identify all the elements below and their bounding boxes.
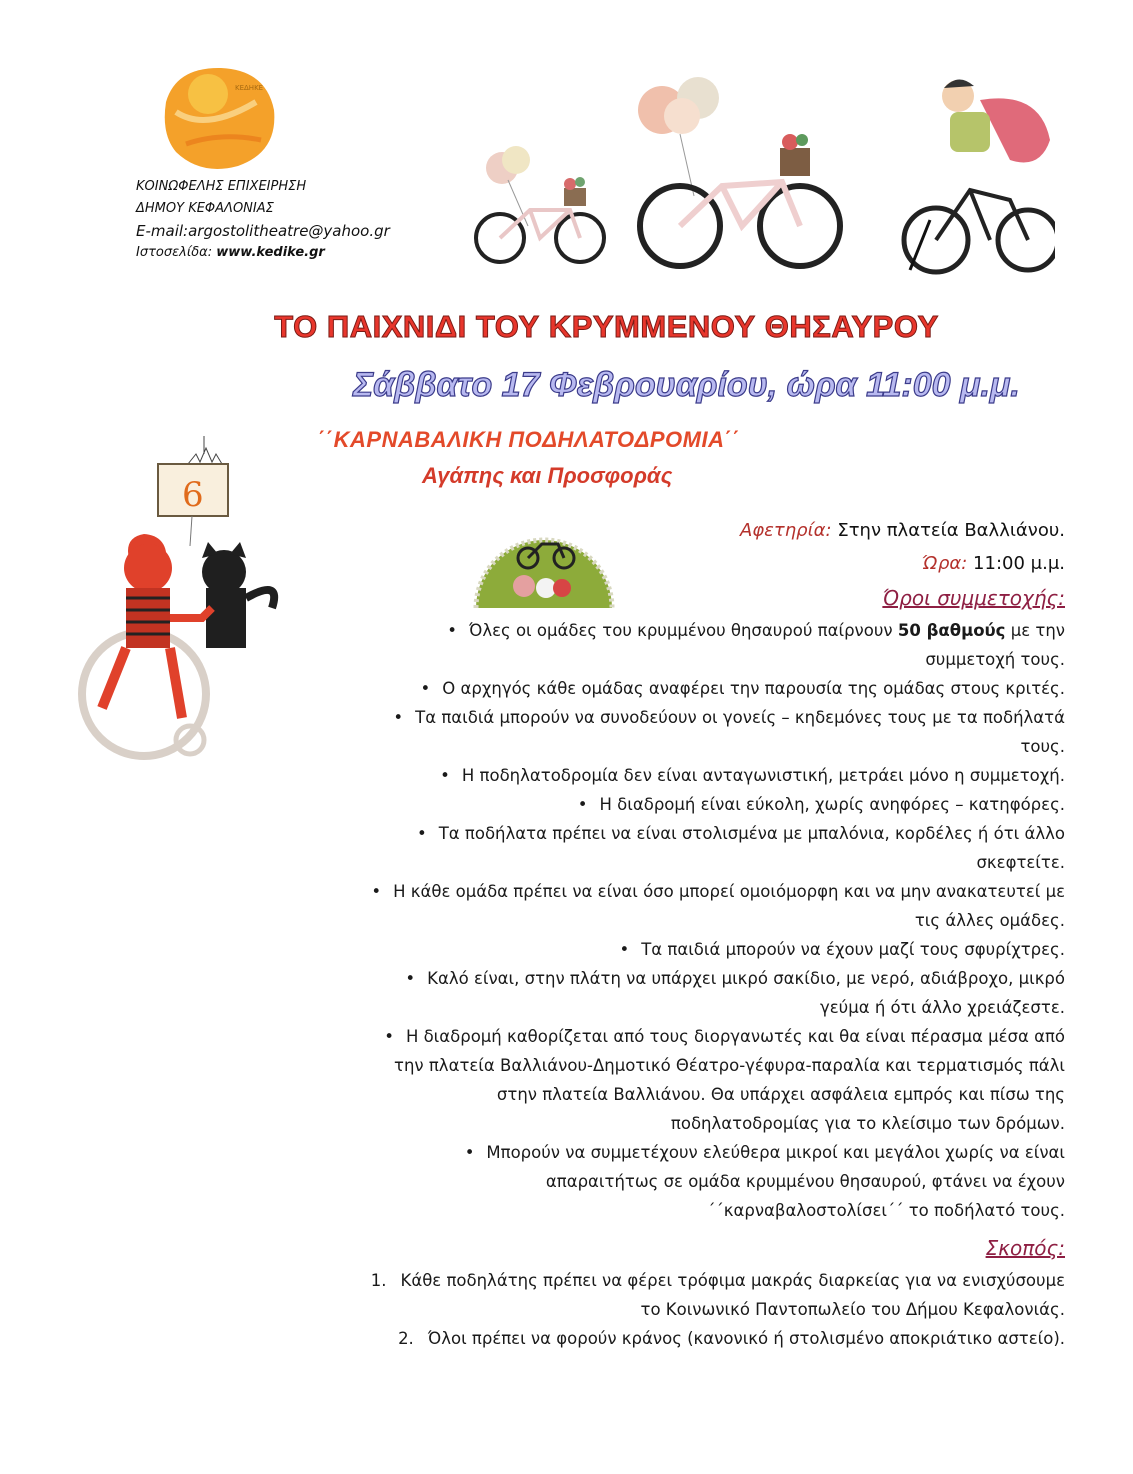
list-item: • Τα παιδιά μπορούν να συνοδεύουν οι γονείς – κηδεμόνες τους με τα ποδήλατά τους.: [393, 708, 1065, 756]
website-link[interactable]: www.kedike.gr: [216, 245, 325, 260]
start-time: [922, 553, 1065, 574]
bicycle-badge-illustration: [466, 496, 622, 614]
event-date-time: Σάββατο 17 Φεβρουαρίου, ώρα 11:00 μ.μ.: [353, 366, 1020, 404]
list-item: • Καλό είναι, στην πλάτη να υπάρχει μικρό σακίδιο, με νερό, αδιάβροχο, μικρό γεύμα ή ότι άλλο χρειάζεστε.: [405, 969, 1065, 1017]
time-value: 11:00 μ.μ.: [973, 553, 1065, 574]
superhero-cyclist-illustration: [900, 70, 1055, 280]
list-item: • Όλες οι ομάδες του κρυμμένου θησαυρού παίρνουν 50 βαθμούς με την συμμετοχή τους.: [447, 621, 1065, 669]
time-label: Ώρα:: [921, 553, 968, 574]
calendar-number: 6: [182, 475, 204, 515]
start-label: Αφετηρία:: [739, 520, 832, 541]
list-item: • Η διαδρομή είναι εύκολη, χωρίς ανηφόρες – κατηφόρες.: [577, 795, 1065, 814]
organization-logo: [146, 62, 306, 172]
list-item: • Μπορούν να συμμετέχουν ελεύθερα μικροί και μεγάλοι χωρίς να είναι απαραιτήτως σε ομάδα κρυμμένου θησαυρού, φτάνει να έχουν ΄΄καρναβαλοστολίσει΄΄ το ποδήλατό τους.: [464, 1143, 1065, 1220]
start-location: [740, 520, 1065, 541]
list-item: • Ο αρχηγός κάθε ομάδας αναφέρει την παρουσία της ομάδας στους κριτές.: [420, 679, 1065, 698]
purpose-item: 1. Κάθε ποδηλάτης πρέπει να φέρει τρόφιμα μακράς διαρκείας για να ενισχύσουμε το Κοινωνικό Παντοπωλείο του Δήμου Κεφαλονιάς.: [370, 1271, 1065, 1319]
small-bicycle-illustration: [470, 130, 620, 280]
terms-heading: Όροι συμμετοχής:: [882, 586, 1065, 610]
start-value: Στην πλατεία Βαλλιάνου.: [837, 520, 1065, 541]
website-label: Ιστοσελίδα:: [136, 245, 213, 260]
large-bicycle-illustration: [632, 76, 847, 276]
organization-info: [136, 176, 390, 264]
purpose-item: 2. Όλοι πρέπει να φορούν κράνος (κανονικό ή στολισμένο αποκριάτικο αστείο).: [398, 1329, 1065, 1348]
purpose-heading: Σκοπός:: [985, 1236, 1065, 1260]
list-item: • Η ποδηλατοδρομία δεν είναι ανταγωνιστική, μετράει μόνο η συμμετοχή.: [440, 766, 1065, 785]
list-item: • Τα παιδιά μπορούν να έχουν μαζί τους σφυρίχτρες.: [619, 940, 1065, 959]
list-item: • Η διαδρομή καθορίζεται από τους διοργανωτές και θα είναι πέρασμα μέσα από την πλατεία Βαλλιάνου-Δημοτικό Θέατρο-γέφυρα-παραλία και τερματισμός πάλι στην πλατεία Βαλλιάνου. Θα υπάρχει ασφάλεια εμπρός και πίσω της ποδηλατοδρομίας για το κλείσιμο των δρόμων.: [384, 1027, 1065, 1133]
org-name-line1: ΚΟΙΝΩΦΕΛΗΣ ΕΠΙΧΕΙΡΗΣΗ: [136, 179, 307, 194]
main-title: ΤΟ ΠΑΙΧΝΙΔΙ ΤΟΥ ΚΡΥΜΜΕΝΟΥ ΘΗΣΑΥΡΟΥ: [274, 309, 939, 344]
event-subtitle: Αγάπης και Προσφοράς: [422, 463, 673, 488]
logo-text: ΚΕΔΗΚΕ: [235, 84, 264, 92]
org-name-line2: ΔΗΜΟΥ ΚΕΦΑΛΟΝΙΑΣ: [136, 201, 274, 216]
event-title: ΄΄ΚΑΡΝΑΒΑΛΙΚΗ ΠΟΔΗΛΑΤΟΔΡΟΜΙΑ΄΄: [318, 427, 741, 452]
terms-list: [228, 616, 1065, 1225]
org-email[interactable]: E-mail:argostolitheatre@yahoo.gr: [136, 222, 390, 240]
list-item: • Τα ποδήλατα πρέπει να είναι στολισμένα με μπαλόνια, κορδέλες ή ότι άλλο σκεφτείτε.: [416, 824, 1065, 872]
list-item: • Η κάθε ομάδα πρέπει να είναι όσο μπορεί ομοιόμορφη και να μην ανακατευτεί με τις άλλες ομάδες.: [371, 882, 1065, 930]
